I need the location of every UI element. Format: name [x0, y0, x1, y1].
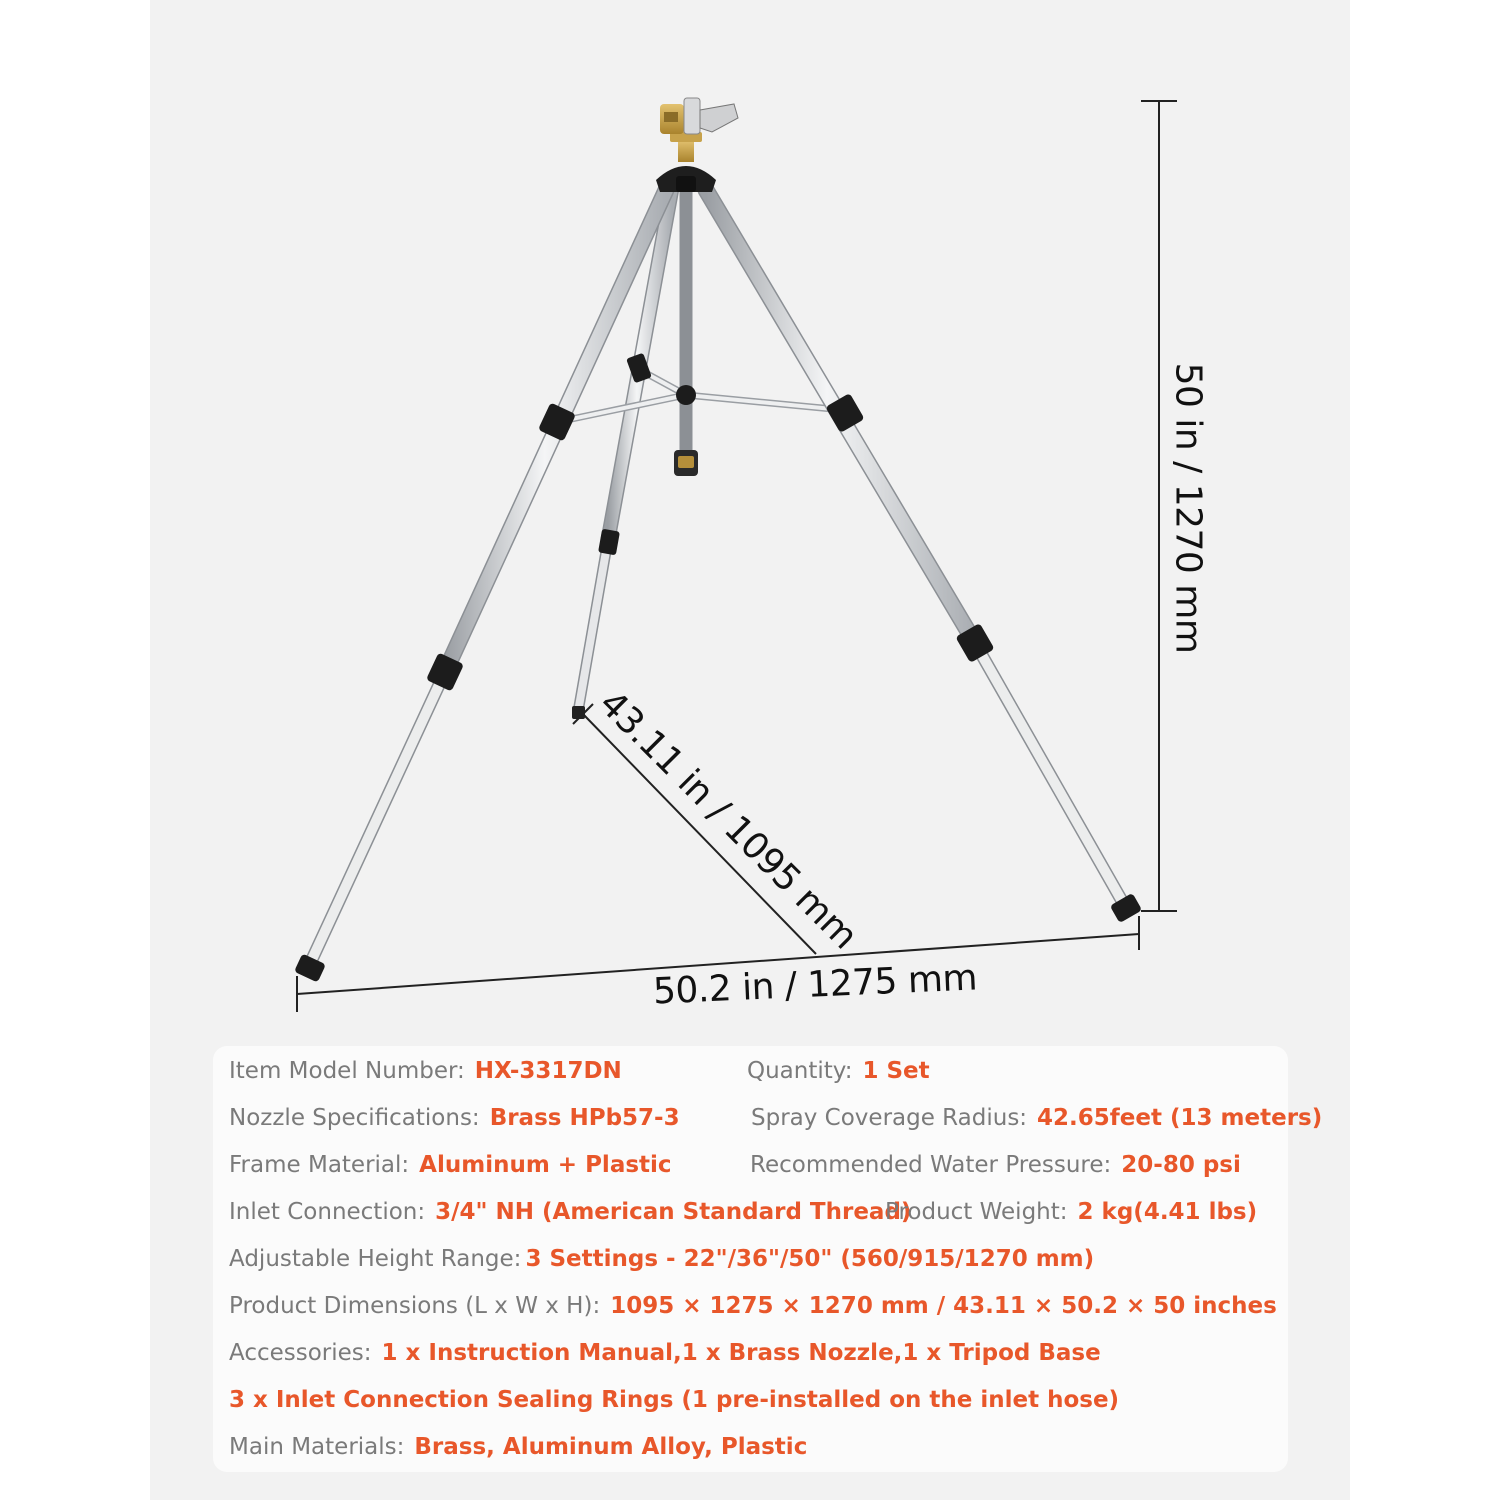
- spec-nozzle: [229, 1105, 680, 1131]
- spec-label: Frame Material:: [229, 1152, 410, 1178]
- spec-label: Nozzle Specifications:: [229, 1105, 480, 1131]
- spec-label: Product Dimensions (L x W x H):: [229, 1293, 601, 1319]
- spec-value: Brass HPb57-3: [489, 1105, 680, 1131]
- spec-label: Accessories:: [229, 1340, 372, 1366]
- spec-quantity: [747, 1058, 930, 1084]
- spec-inlet: [229, 1199, 911, 1225]
- spec-value: 3 Settings - 22"/36"/50" (560/915/1270 mm): [525, 1246, 1095, 1272]
- spec-label: Quantity:: [747, 1058, 853, 1084]
- spec-label: Main Materials:: [229, 1434, 405, 1460]
- spec-accessories-extra: [229, 1387, 1119, 1413]
- spec-frame: [229, 1152, 672, 1178]
- spec-dimensions: [229, 1293, 1277, 1319]
- spec-value: HX-3317DN: [474, 1058, 622, 1084]
- spec-model: [229, 1058, 622, 1084]
- spec-materials: [229, 1434, 807, 1460]
- spec-value: Aluminum + Plastic: [419, 1152, 672, 1178]
- spec-weight: [885, 1199, 1257, 1225]
- spec-value: 1 x Instruction Manual,1 x Brass Nozzle,1 x Tripod Base: [381, 1340, 1101, 1366]
- spec-label: Recommended Water Pressure:: [750, 1152, 1112, 1178]
- spec-value: 2 kg(4.41 lbs): [1077, 1199, 1258, 1225]
- spec-value: 3 x Inlet Connection Sealing Rings (1 pre-installed on the inlet hose): [229, 1387, 1120, 1413]
- dimension-width-label: 50.2 in / 1275 mm: [652, 957, 978, 1013]
- spec-label: Inlet Connection:: [229, 1199, 426, 1225]
- tripod-leg-left: [294, 190, 666, 983]
- spec-value: 20-80 psi: [1121, 1152, 1241, 1178]
- spec-value: 42.65feet (13 meters): [1037, 1105, 1323, 1131]
- spec-spray-radius: [751, 1105, 1322, 1131]
- dimension-depth-line: [573, 704, 816, 954]
- spec-accessories: [229, 1340, 1101, 1366]
- center-pole: [674, 188, 698, 476]
- dimension-depth-label: 43.11 in / 1095 mm: [590, 682, 866, 958]
- tripod-leg-right: [706, 190, 1142, 923]
- spec-label: Adjustable Height Range:: [229, 1246, 522, 1272]
- spec-pressure: [750, 1152, 1241, 1178]
- spec-value: 3/4" NH (American Standard Thread): [435, 1199, 912, 1225]
- spec-value: Brass, Aluminum Alloy, Plastic: [414, 1434, 808, 1460]
- spec-height-range: [229, 1246, 1094, 1272]
- spec-label: Product Weight:: [885, 1199, 1068, 1225]
- dimension-height-label: 50 in / 1270 mm: [1167, 362, 1209, 654]
- spec-value: 1095 × 1275 × 1270 mm / 43.11 × 50.2 × 50 inches: [610, 1293, 1277, 1319]
- brass-sprinkler-head: [660, 98, 738, 162]
- spec-value: 1 Set: [862, 1058, 930, 1084]
- tripod-hub: [656, 166, 716, 192]
- spec-label: Item Model Number:: [229, 1058, 465, 1084]
- spec-label: Spray Coverage Radius:: [751, 1105, 1028, 1131]
